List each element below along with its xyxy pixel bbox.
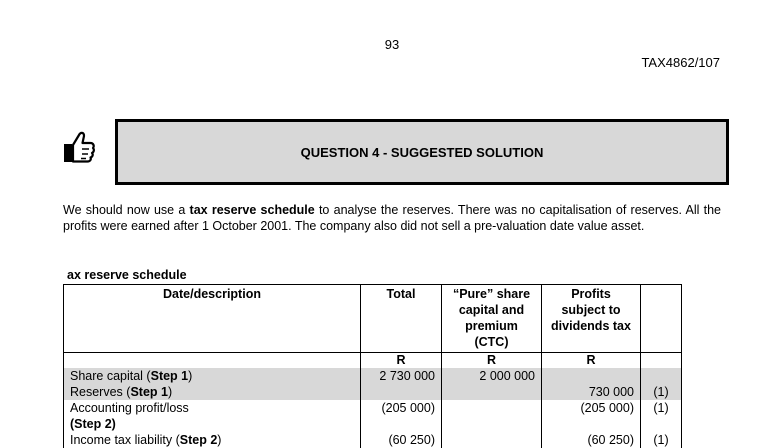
- row-total: 2 730 000: [361, 368, 442, 384]
- intro-text-1: We should now use a: [63, 203, 190, 217]
- page-number: 93: [384, 37, 400, 52]
- unit-pure: R: [442, 353, 542, 369]
- row-mark: (1): [641, 400, 682, 432]
- table-row: [64, 368, 682, 384]
- header-pure-share-capital: “Pure” share capital and premium (CTC): [442, 285, 542, 353]
- row-mark: (1): [641, 432, 682, 448]
- table-header-row: [64, 285, 682, 353]
- row-profits: (60 250): [542, 432, 641, 448]
- module-code: TAX4862/107: [641, 55, 720, 70]
- table-row: [64, 432, 682, 448]
- row-pure: 2 000 000: [442, 368, 542, 384]
- unit-total: R: [361, 353, 442, 369]
- header-description: Date/description: [64, 285, 361, 353]
- row-profits: [542, 368, 641, 384]
- row-mark: [641, 368, 682, 384]
- unit-mark: [641, 353, 682, 369]
- table-title: ax reserve schedule: [67, 268, 187, 282]
- header-marks: [641, 285, 682, 353]
- row-total: (60 250): [361, 432, 442, 448]
- row-mark: (1): [641, 384, 682, 400]
- row-profits: 730 000: [542, 384, 641, 400]
- tax-reserve-schedule-table: [63, 284, 682, 448]
- intro-text-2: to analyse the reserves. There was no capitalisation of reserves. All the profits were earned after 1 October 2001. The company also did not sell a pre-valuation date value asset.: [63, 203, 721, 233]
- row-description: Accounting profit/loss (Step 2): [64, 400, 361, 432]
- table-row: [64, 384, 682, 400]
- row-total: (205 000): [361, 400, 442, 432]
- row-pure: [442, 384, 542, 400]
- question-heading-box: [115, 119, 729, 185]
- row-profits: (205 000): [542, 400, 641, 432]
- intro-paragraph: [63, 202, 721, 234]
- row-description: Reserves (Step 1): [64, 384, 361, 400]
- question-title: QUESTION 4 - SUGGESTED SOLUTION: [300, 144, 544, 160]
- header-profits-dividends-tax: Profits subject to dividends tax: [542, 285, 641, 353]
- table-row: [64, 400, 682, 432]
- units-row: [64, 353, 682, 369]
- unit-profits: R: [542, 353, 641, 369]
- row-description: Share capital (Step 1): [64, 368, 361, 384]
- unit-description: [64, 353, 361, 369]
- thumbs-up-icon: [60, 126, 96, 166]
- row-description: Income tax liability (Step 2): [64, 432, 361, 448]
- row-total: [361, 384, 442, 400]
- header-total: Total: [361, 285, 442, 353]
- row-pure: [442, 400, 542, 432]
- row-pure: [442, 432, 542, 448]
- intro-bold-term: tax reserve schedule: [189, 203, 315, 217]
